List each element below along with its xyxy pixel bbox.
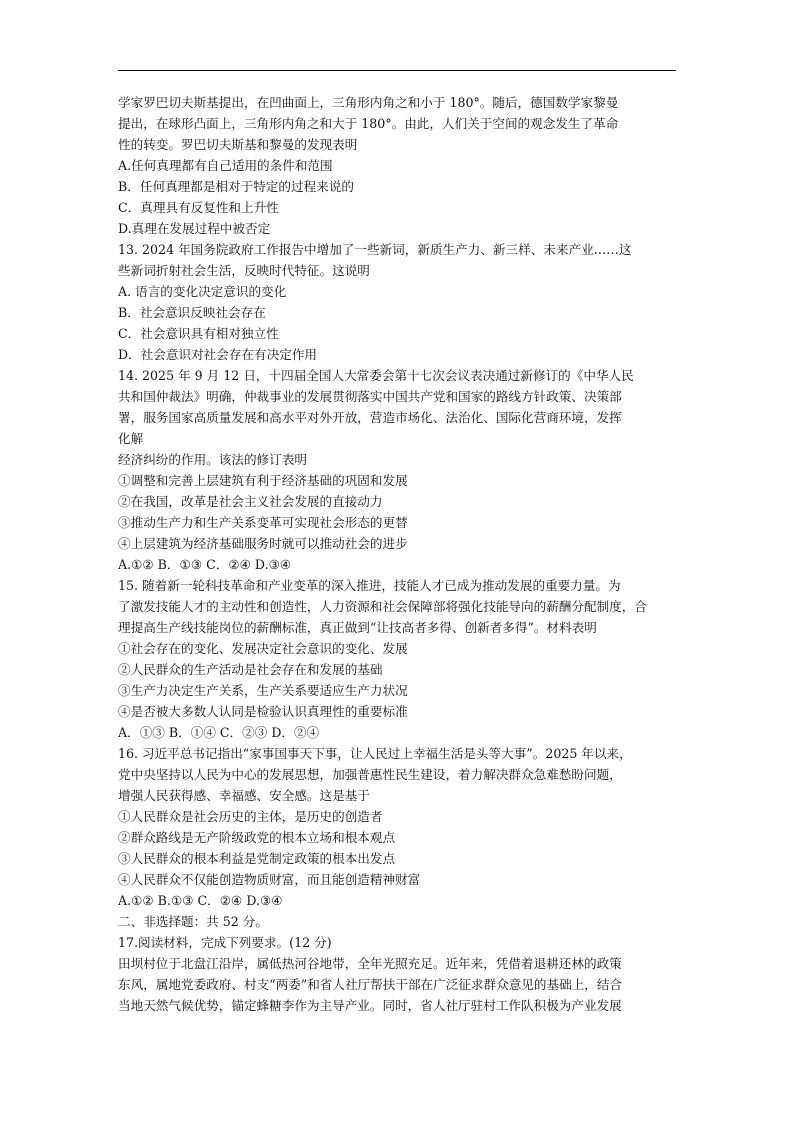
text-line: 学家罗巴切夫斯基提出，在凹曲面上，三角形内角之和小于 180°。随后，德国数学家黎曼 (118, 95, 619, 110)
text-line: 党中央坚持以人民为中心的发展思想，加强普惠性民生建设，着力解决群众急难愁盼问题， (118, 767, 622, 782)
header-rule (118, 70, 676, 71)
text-line: 14. 2025 年 9 月 12 日，十四届全国人大常委会第十七次会议表决通过新修订的《中华人民 (118, 368, 634, 383)
text-line: B．社会意识反映社会存在 (118, 305, 266, 320)
text-line: A．①③ B．①④ C．②③ D．②④ (118, 725, 320, 740)
text-line: 理提高生产线技能岗位的薪酬标准，真正做到“让技高者多得、创新者多得”。材料表明 (118, 620, 597, 635)
text-line: A.①② B．①③ C．②④ D.③④ (118, 557, 292, 572)
text-line: 提出，在球形凸面上，三角形内角之和大于 180°。由此，人们关于空间的观念发生了革命 (118, 116, 619, 131)
text-line: 田坝村位于北盘江沿岸，属低热河谷地带，全年光照充足。近年来，凭借着退耕还林的政策 (118, 956, 622, 971)
text-line: ①人民群众是社会历史的主体，是历史的创造者 (118, 809, 383, 824)
text-line: 13. 2024 年国务院政府工作报告中增加了一些新词，新质生产力、新三样、未来产业……这 (118, 242, 632, 257)
text-line: ①社会存在的变化、发展决定社会意识的变化、发展 (118, 641, 408, 656)
text-line: 经济纠纷的作用。该法的修订表明 (118, 452, 307, 467)
text-line: ①调整和完善上层建筑有利于经济基础的巩固和发展 (118, 473, 408, 488)
text-line: D．社会意识对社会存在有决定作用 (118, 347, 318, 362)
document-body (118, 92, 684, 1016)
text-line: 化解 (118, 431, 144, 446)
text-line: 共和国仲裁法》明确，仲裁事业的发展贯彻落实中国共产党和国家的路线方针政策、决策部 (118, 389, 622, 404)
text-line: A. 语言的变化决定意识的变化 (118, 284, 287, 299)
text-line: B．任何真理都是相对于特定的过程来说的 (118, 179, 354, 194)
text-line: 16. 习近平总书记指出“家事国事天下事，让人民过上幸福生活是头等大事”。2025 年以来， (118, 746, 632, 761)
text-line: ④人民群众不仅能创造物质财富，而且能创造精神财富 (118, 872, 421, 887)
text-line: 东风，属地党委政府、村支“两委”和省人社厅帮扶干部在广泛征求群众意见的基础上，结合 (118, 977, 623, 992)
text-line: C．社会意识具有相对独立性 (118, 326, 279, 341)
text-line: ③人民群众的根本利益是党制定政策的根本出发点 (118, 851, 396, 866)
text-line: 了激发技能人才的主动性和创造性，人力资源和社会保障部将强化技能导向的薪酬分配制度，合 (118, 599, 647, 614)
text-line: 二、非选择题：共 52 分。 (118, 914, 268, 929)
text-line: 署，服务国家高质量发展和高水平对外开放，营造市场化、法治化、国际化营商环境，发挥 (118, 410, 622, 425)
text-line: ②人民群众的生产活动是社会存在和发展的基础 (118, 662, 383, 677)
text-line: ③生产力决定生产关系，生产关系要适应生产力状况 (118, 683, 408, 698)
text-line: ③推动生产力和生产关系变革可实现社会形态的更替 (118, 515, 408, 530)
text-line: ④是否被大多数人认同是检验认识真理性的重要标准 (118, 704, 408, 719)
text-line: ②群众路线是无产阶级政党的根本立场和根本观点 (118, 830, 396, 845)
text-line: ②在我国，改革是社会主义社会发展的直接动力 (118, 494, 383, 509)
text-line: A.①② B.①③ C．②④ D.③④ (118, 893, 283, 908)
text-line: 15. 随着新一轮科技革命和产业变革的深入推进，技能人才已成为推动发展的重要力量。为 (118, 578, 621, 593)
text-line: 17.阅读材料，完成下列要求。(12 分) (118, 935, 332, 950)
text-line: 增强人民获得感、幸福感、安全感。这是基于 (118, 788, 370, 803)
text-line: C．真理具有反复性和上升性 (118, 200, 279, 215)
text-line: D.真理在发展过程中被否定 (118, 221, 271, 236)
text-line: 性的转变。罗巴切夫斯基和黎曼的发现表明 (118, 137, 358, 152)
text-line: 当地天然气候优势，锚定蜂糖李作为主导产业。同时，省人社厅驻村工作队积极为产业发展 (118, 998, 622, 1013)
text-line: 些新词折射社会生活，反映时代特征。这说明 (118, 263, 370, 278)
text-line: ④上层建筑为经济基础服务时就可以推动社会的进步 (118, 536, 408, 551)
text-line: A.任何真理都有自己适用的条件和范围 (118, 158, 333, 173)
